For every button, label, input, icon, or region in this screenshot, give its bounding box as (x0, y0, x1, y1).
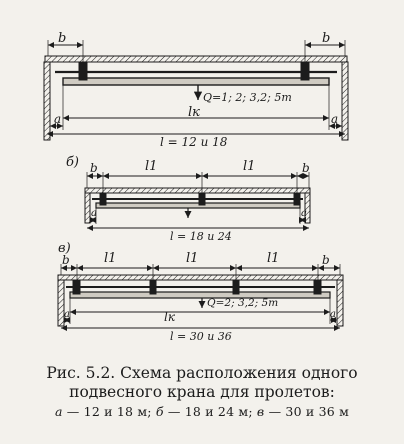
right-hanger (301, 62, 309, 80)
label-a-left: a (91, 208, 97, 219)
roof-slab (45, 56, 347, 62)
crane-girder (63, 78, 329, 85)
label-l1-left: l1 (104, 251, 117, 266)
crane-girder (96, 203, 300, 208)
panel-a (44, 31, 348, 149)
hanger-1 (73, 280, 80, 294)
label-crane-span: lк (188, 105, 200, 120)
label-b-right: b (302, 161, 310, 175)
caption-line-2: подвесного крана для пролетов: (69, 383, 335, 401)
label-b-right: b (322, 253, 330, 267)
label-l1-right: l1 (267, 251, 280, 266)
crane-girder (70, 292, 330, 298)
label-l1-right: l1 (243, 159, 256, 174)
label-l1-left: l1 (145, 159, 158, 174)
caption-line-1: Рис. 5.2. Схема расположения одного (46, 364, 358, 382)
hanger-3 (233, 280, 239, 294)
label-a-left: a (64, 309, 70, 320)
hanger-4 (314, 280, 321, 294)
label-b-right: b (322, 31, 331, 46)
label-total-span: l = 30 и 36 (170, 330, 232, 343)
right-wall (337, 280, 343, 326)
label-b-left: b (58, 31, 67, 46)
label-l1-middle: l1 (186, 251, 199, 266)
label-load: Q=2; 3,2; 5т (207, 297, 279, 309)
right-hanger (294, 193, 300, 205)
label-a-right: a (330, 309, 336, 320)
left-wall (85, 193, 90, 223)
roof-slab (85, 188, 310, 193)
label-a-left: a (54, 112, 62, 126)
left-hanger (100, 193, 106, 205)
middle-hanger (199, 193, 205, 205)
caption-text-c: — 30 и 36 м (264, 404, 350, 419)
panel-letter: б) (66, 155, 80, 170)
caption-key-b: б (155, 404, 164, 419)
label-b-left: b (62, 253, 70, 267)
label-load: Q=1; 2; 3,2; 5т (203, 91, 292, 104)
label-a-right: a (331, 112, 339, 126)
roof-slab (58, 275, 343, 280)
caption-line-3 (0, 403, 404, 421)
panel-letter: в) (58, 241, 71, 256)
label-b-left: b (90, 161, 98, 175)
label-total-span: l = 18 и 24 (170, 230, 232, 243)
left-hanger (79, 62, 87, 80)
label-total-span: l = 12 и 18 (160, 135, 228, 149)
caption-text-b: — 18 и 24 м; (163, 404, 257, 419)
hanger-2 (150, 280, 156, 294)
caption-key-c: в (256, 404, 265, 419)
right-wall (342, 62, 348, 140)
caption-key-a: а (54, 404, 63, 419)
label-a-right: a (301, 208, 307, 219)
left-wall (44, 62, 50, 140)
label-crane-span: lк (164, 310, 176, 324)
caption-text-a: — 12 и 18 м; (62, 404, 156, 419)
panel-b (66, 155, 310, 243)
panel-c (58, 241, 343, 343)
